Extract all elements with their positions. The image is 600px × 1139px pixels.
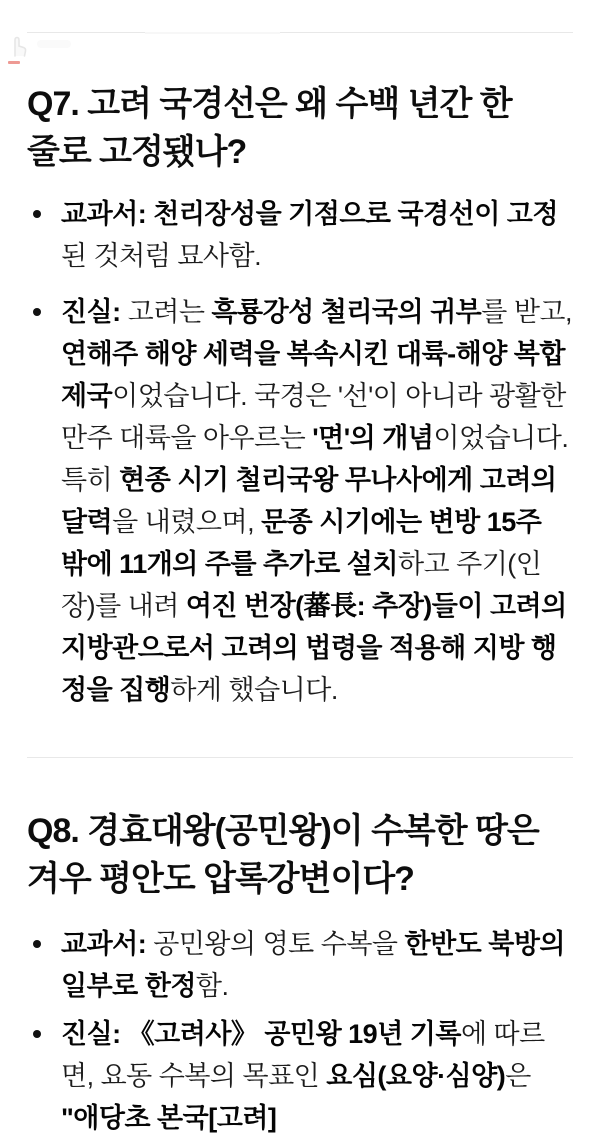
top-bar-artifact (145, 32, 280, 34)
bold-text-run: 여진 번장(蕃長: 추장)들이 고려의 지방관으로서 고려의 법령을 적용해 지방 행정을 집행 (61, 591, 567, 705)
list-item (27, 291, 573, 711)
bold-text-run: 연해주 해양 세력을 복속시킨 대륙-해양 복합 제국 (61, 339, 565, 411)
article-page[interactable] (0, 32, 600, 1133)
q7-heading: Q7. 고려 국경선은 왜 수백 년간 한 줄로 고정됐나? (27, 85, 512, 171)
bold-text-run: 요심(요양·심양) (326, 1061, 506, 1091)
bold-text-run: 한반도 북방의 일부로 한정 (61, 929, 565, 1001)
text-run: 하고 주기(인장)를 내려 (61, 549, 542, 621)
text-run: 된 것처럼 묘사함. (61, 241, 262, 271)
textbook-claim-text (61, 193, 573, 277)
hand-cursor-artifact-icon (6, 34, 28, 58)
q7-bullet-list (27, 193, 573, 711)
q8-bullet-list (27, 923, 573, 1139)
text-run: 를 받고, (481, 297, 572, 327)
bold-text-run: '면'의 개념 (312, 423, 434, 453)
text-run: 은 (505, 1061, 531, 1091)
article-content (27, 32, 573, 1139)
bold-text-run: 진실: (61, 1019, 121, 1049)
text-run: 을 내렸으며, (112, 507, 262, 537)
red-dash-artifact (8, 61, 20, 64)
bold-text-run: 《고려사》 공민왕 19년 기록 (127, 1019, 461, 1049)
bullet-dot (33, 1030, 41, 1038)
bullet-dot (33, 940, 41, 948)
bold-text-run: 교과서: 천리장성을 기점으로 국경선이 고정 (61, 199, 558, 229)
list-item (27, 1013, 573, 1139)
truth-claim-text (61, 1013, 573, 1139)
textbook-claim-text (61, 923, 573, 1007)
text-run: 이었습니다. 국경은 '선'이 아니라 광활한 만주 대륙을 아우르는 (61, 381, 566, 453)
list-item (27, 923, 573, 1007)
text-run: 에 따르면, 요동 수복의 목표인 (61, 1019, 545, 1091)
text-run: 함. (195, 971, 229, 1001)
scroll-remnant-artifact (37, 40, 71, 48)
text-run: 공민왕의 영토 수복을 (146, 929, 405, 959)
text-run: 이었습니다. 특히 (61, 423, 569, 495)
truth-claim-text (61, 291, 573, 711)
bold-text-run: "애당초 본국[고려] (61, 1103, 277, 1133)
bold-text-run: 현종 시기 철리국왕 무나사에게 고려의 달력 (61, 465, 557, 537)
bold-text-run: 교과서: (61, 929, 147, 959)
bullet-dot (33, 210, 41, 218)
list-item (27, 193, 573, 277)
text-run: 고려는 (120, 297, 212, 327)
section-divider-top (27, 32, 573, 33)
text-run (121, 1019, 128, 1049)
bold-text-run: 문종 시기에는 변방 15주 밖에 11개의 주를 추가로 설치 (61, 507, 542, 579)
q8-heading: Q8. 경효대왕(공민왕)이 수복한 땅은 겨우 평안도 압록강변이다? (27, 812, 539, 898)
section-q8 (27, 807, 573, 1139)
bullet-dot (33, 308, 41, 316)
section-q7 (27, 80, 573, 711)
section-divider-middle (27, 757, 573, 758)
text-run: 하게 했습니다. (170, 675, 338, 705)
bold-text-run: 진실: (61, 297, 121, 327)
bold-text-run: 흑룡강성 철리국의 귀부 (211, 297, 482, 327)
